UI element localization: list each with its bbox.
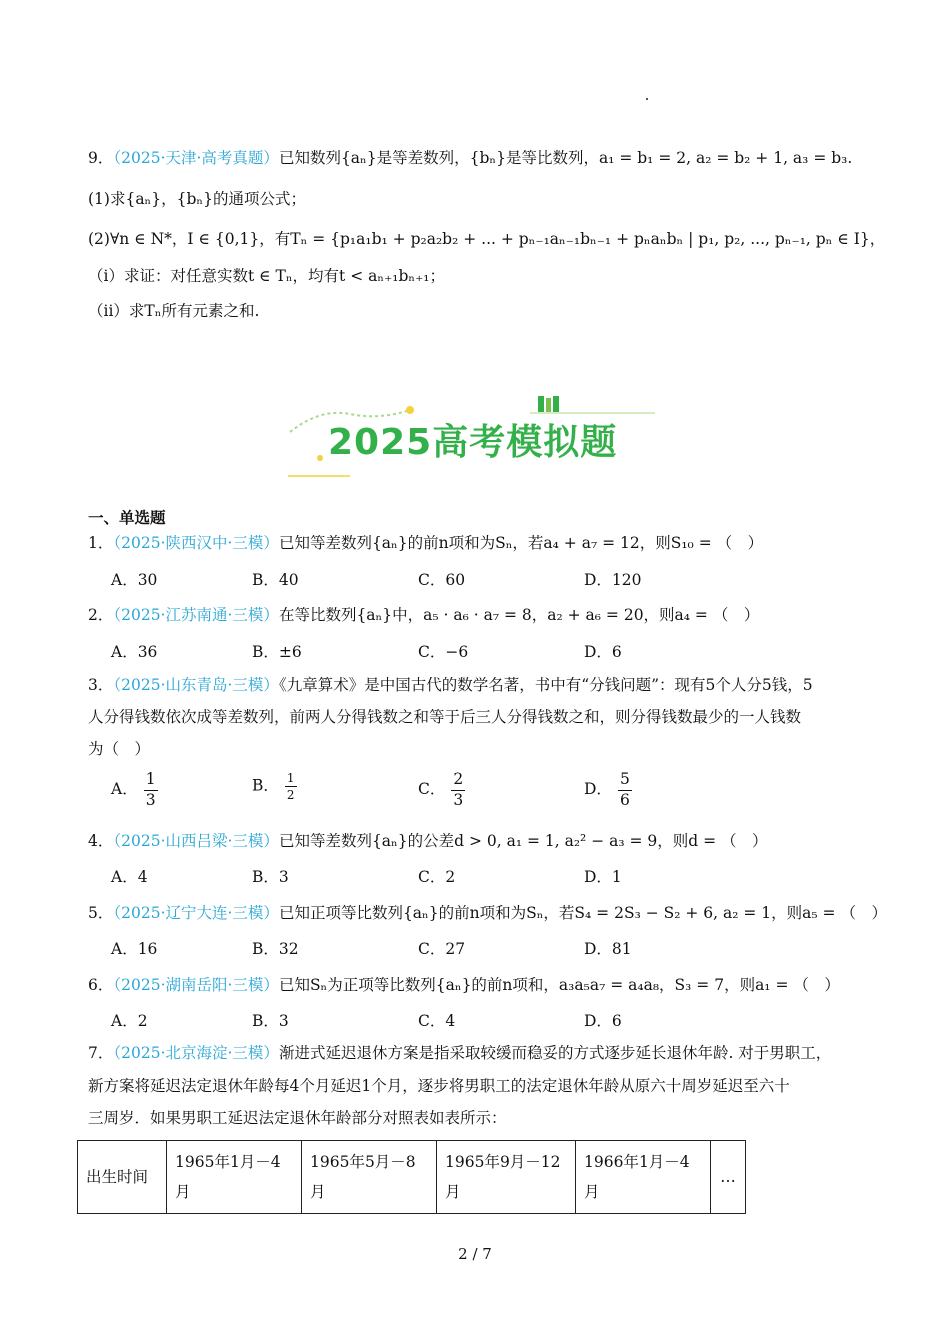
q9-source: （2025·天津·高考真题） <box>113 149 279 167</box>
table-cell <box>576 1141 711 1214</box>
q5-option-a: A．16 <box>111 940 158 958</box>
q5-source: （2025·辽宁大连·三模） <box>113 904 279 922</box>
table-row <box>78 1141 746 1214</box>
section-banner <box>280 388 670 480</box>
q3-option-d-label: D． <box>584 780 612 798</box>
cell-line: 1965年9月－12 <box>445 1153 561 1171</box>
cell-line: 1966年1月－4 <box>584 1153 690 1171</box>
cell-line: 月 <box>445 1183 461 1201</box>
q9-stem: 已知数列{aₙ}是等差数列，{bₙ}是等比数列，a₁ = b₁ = 2, a₂ = b₂ + 1, a₃ = b₃. <box>278 149 853 167</box>
q3-option-c-label: C． <box>418 780 446 798</box>
q7-line2: 新方案将延迟法定退休年龄每4个月延迟1个月，逐步将男职工的法定退休年龄从原六十周岁延迟至六十 <box>88 1077 790 1095</box>
q4-option-b: B．3 <box>252 868 289 886</box>
q7-text-line1: 渐进式延迟退休方案是指采取较缓而稳妥的方式逐步延长退休年龄. 对于男职工， <box>278 1044 832 1062</box>
q5-option-d: D．81 <box>584 940 632 958</box>
q3-option-c <box>418 772 465 808</box>
q3-line2: 人分得钱数依次成等差数列，前两人分得钱数之和等于后三人分得钱数之和，则分得钱数最少的一人钱数 <box>88 708 802 726</box>
q6-option-b: B．3 <box>252 1012 289 1030</box>
cell-line: 月 <box>310 1183 326 1201</box>
page-number: 2 / 7 <box>458 1245 492 1263</box>
q7-number: 7． <box>88 1044 114 1062</box>
table-cell <box>302 1141 437 1214</box>
q1-stem: 已知等差数列{aₙ}的前n项和为Sₙ，若a₄ + a₇ = 12，则S₁₀ = （ ） <box>278 534 764 552</box>
q1-option-a: A．30 <box>111 571 158 589</box>
q3-source: （2025·山东青岛·三模） <box>113 676 279 694</box>
q2-stem: 在等比数列{aₙ}中，a₅ · a₆ · a₇ = 8，a₂ + a₆ = 20，则a₄ = （ ） <box>278 606 760 624</box>
q6-option-d: D．6 <box>584 1012 622 1030</box>
section-heading: 一、单选题 <box>88 508 166 527</box>
q1-number: 1． <box>88 534 114 552</box>
q3-option-d <box>584 772 632 808</box>
q1-option-c: C．60 <box>418 571 466 589</box>
q5-option-c: C．27 <box>418 940 466 958</box>
q3-option-a-den: 3 <box>145 790 156 809</box>
q3-option-b-label: B． <box>252 776 279 795</box>
table-ellipsis-cell: … <box>711 1141 746 1214</box>
q7-source: （2025·北京海淀·三模） <box>113 1044 279 1062</box>
q4-stem: 已知等差数列{aₙ}的公差d > 0, a₁ = 1, a₂² − a₃ = 9，则d = （ ） <box>278 832 768 850</box>
table-cell <box>167 1141 302 1214</box>
q1-stem-line <box>88 532 763 554</box>
q2-option-a: A．36 <box>111 643 158 661</box>
q3-text-line1: 《九章算术》是中国古代的数学名著，书中有“分钱问题”：现有5个人分5钱，5 <box>278 676 813 694</box>
q5-stem-line <box>88 902 887 924</box>
q3-option-a-label: A． <box>111 780 138 798</box>
q3-option-b-num: 1 <box>286 771 295 785</box>
q3-option-a-fraction <box>144 772 158 808</box>
cell-line: 1965年5月－8 <box>310 1153 416 1171</box>
q3-option-b-den: 2 <box>286 788 295 802</box>
banner-title: 2025高考模拟题 <box>328 422 618 463</box>
q3-option-b <box>252 772 297 801</box>
cell-line: 月 <box>584 1183 600 1201</box>
q9-part2: (2)∀n ∈ N*，I ∈ {0,1}，有Tₙ = {p₁a₁b₁ + p₂a₂b₂ + ... + pₙ₋₁aₙ₋₁bₙ₋₁ + pₙaₙbₙ | p₁, p₂, ..., pₙ₋₁, pₙ ∈ I}， <box>88 230 886 248</box>
q7-line1 <box>88 1042 831 1064</box>
q9-number: 9． <box>88 149 114 167</box>
table-header-cell: 出生时间 <box>78 1141 167 1214</box>
q6-source: （2025·湖南岳阳·三模） <box>113 976 279 994</box>
q3-line1 <box>88 674 813 696</box>
q3-option-d-den: 6 <box>619 790 630 809</box>
cell-line: 月 <box>175 1183 191 1201</box>
q6-option-c: C．4 <box>418 1012 456 1030</box>
q9-sub1: （i）求证：对任意实数t ∈ Tₙ，均有t < aₙ₊₁bₙ₊₁； <box>88 267 445 285</box>
q5-option-b: B．32 <box>252 940 299 958</box>
q3-option-c-num: 2 <box>451 772 465 791</box>
q3-option-b-fraction <box>285 772 297 801</box>
q9-sub2: （ii）求Tₙ所有元素之和. <box>88 302 260 320</box>
q3-option-d-num: 5 <box>618 772 632 791</box>
q3-option-a <box>111 772 158 808</box>
q5-stem: 已知正项等比数列{aₙ}的前n项和为Sₙ，若S₄ = 2S₃ − S₂ + 6, a₂ = 1，则a₅ = （ ） <box>278 904 887 922</box>
q9-part1: (1)求{aₙ}，{bₙ}的通项公式； <box>88 190 306 208</box>
q1-option-b: B．40 <box>252 571 299 589</box>
q2-option-c: C．−6 <box>418 643 469 661</box>
q2-source: （2025·江苏南通·三模） <box>113 606 279 624</box>
cell-line: 1965年1月－4 <box>175 1153 281 1171</box>
q3-line3: 为（ ） <box>88 740 151 758</box>
q4-stem-line <box>88 830 768 852</box>
q7-line3: 三周岁．如果男职工延迟法定退休年龄部分对照表如表所示： <box>88 1109 507 1127</box>
q2-option-d: D．6 <box>584 643 622 661</box>
q3-option-c-den: 3 <box>453 790 464 809</box>
q6-option-a: A．2 <box>111 1012 148 1030</box>
retirement-table <box>77 1140 746 1214</box>
q6-stem: 已知Sₙ为正项等比数列{aₙ}的前n项和，a₃a₅a₇ = a₄a₈，S₃ = 7，则a₁ = （ ） <box>278 976 840 994</box>
q3-option-a-num: 1 <box>144 772 158 791</box>
q4-option-d: D．1 <box>584 868 622 886</box>
q9-stem-line <box>88 147 852 169</box>
q1-source: （2025·陕西汉中·三模） <box>113 534 279 552</box>
q4-source: （2025·山西吕梁·三模） <box>113 832 279 850</box>
q2-stem-line <box>88 604 759 626</box>
q3-option-c-fraction <box>451 772 465 808</box>
q2-number: 2． <box>88 606 114 624</box>
q4-option-c: C．2 <box>418 868 456 886</box>
q2-option-b: B．±6 <box>252 643 302 661</box>
q6-number: 6． <box>88 976 114 994</box>
q3-number: 3． <box>88 676 114 694</box>
header-mark <box>646 98 648 100</box>
table-cell <box>437 1141 576 1214</box>
q5-number: 5． <box>88 904 114 922</box>
q1-option-d: D．120 <box>584 571 642 589</box>
q6-stem-line <box>88 974 840 996</box>
q4-option-a: A．4 <box>111 868 148 886</box>
q4-number: 4． <box>88 832 114 850</box>
q3-option-d-fraction <box>618 772 632 808</box>
